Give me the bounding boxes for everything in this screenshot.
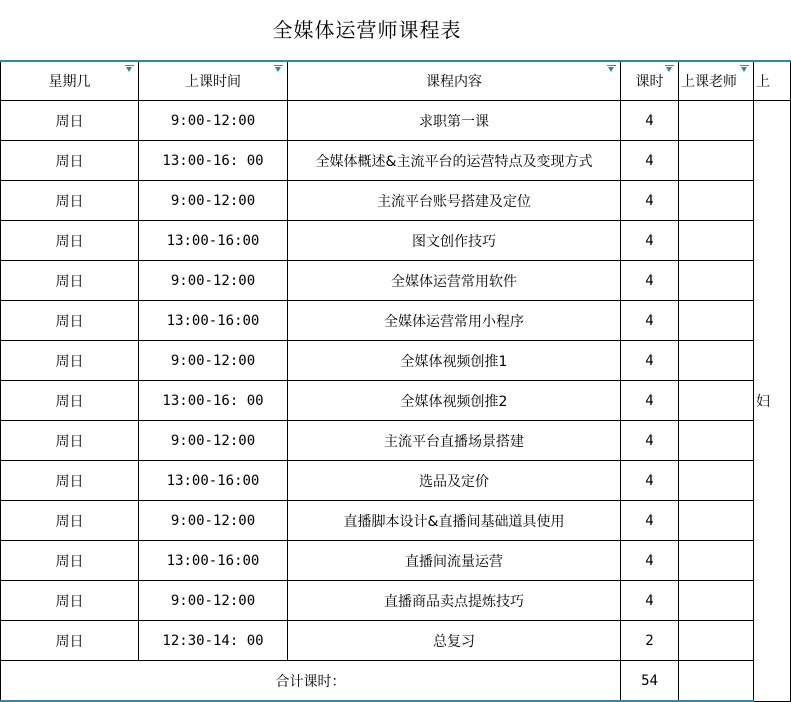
table-row [1, 181, 791, 221]
time-cell[interactable]: 13:00-16:00 [139, 301, 288, 341]
header-row [1, 61, 791, 101]
time-cell[interactable]: 9:00-12:00 [139, 261, 288, 301]
hours-cell[interactable]: 4 [621, 541, 679, 581]
weekday-cell[interactable]: 周日 [1, 261, 139, 301]
side-note-cell[interactable]: 妇 [754, 101, 791, 702]
table-row [1, 501, 791, 541]
filter-icon[interactable] [607, 65, 616, 73]
hours-cell[interactable]: 4 [621, 261, 679, 301]
header-teacher-label: 上课老师 [681, 74, 737, 90]
filter-icon[interactable] [740, 65, 749, 73]
table-row [1, 101, 791, 141]
content-cell[interactable]: 直播商品卖点提炼技巧 [288, 581, 621, 621]
time-cell[interactable]: 9:00-12:00 [139, 341, 288, 381]
total-label: 合计课时： [1, 661, 621, 702]
time-cell[interactable]: 13:00-16:00 [139, 461, 288, 501]
header-extra[interactable] [754, 61, 791, 101]
hours-cell[interactable]: 4 [621, 381, 679, 421]
time-cell[interactable]: 9:00-12:00 [139, 101, 288, 141]
schedule-body [1, 61, 791, 701]
hours-cell[interactable]: 4 [621, 221, 679, 261]
time-cell[interactable]: 13:00-16:00 [139, 541, 288, 581]
filter-icon[interactable] [665, 65, 674, 73]
filter-icon[interactable] [274, 65, 283, 73]
time-cell[interactable]: 13:00-16: 00 [139, 141, 288, 181]
table-row [1, 141, 791, 181]
teacher-cell[interactable] [679, 381, 754, 421]
hours-cell[interactable]: 2 [621, 621, 679, 661]
weekday-cell[interactable]: 周日 [1, 621, 139, 661]
teacher-cell[interactable] [679, 261, 754, 301]
weekday-cell[interactable]: 周日 [1, 301, 139, 341]
weekday-cell[interactable]: 周日 [1, 381, 139, 421]
header-extra-label: 上 [756, 74, 770, 90]
content-cell[interactable]: 主流平台账号搭建及定位 [288, 181, 621, 221]
header-teacher[interactable] [679, 61, 754, 101]
weekday-cell[interactable]: 周日 [1, 501, 139, 541]
weekday-cell[interactable]: 周日 [1, 141, 139, 181]
content-cell[interactable]: 全媒体视频创推1 [288, 341, 621, 381]
teacher-cell[interactable] [679, 621, 754, 661]
time-cell[interactable]: 13:00-16:00 [139, 221, 288, 261]
header-content-label: 课程内容 [426, 74, 482, 90]
table-row [1, 301, 791, 341]
hours-cell[interactable]: 4 [621, 581, 679, 621]
weekday-cell[interactable]: 周日 [1, 101, 139, 141]
hours-cell[interactable]: 4 [621, 341, 679, 381]
weekday-cell[interactable]: 周日 [1, 181, 139, 221]
weekday-cell[interactable]: 周日 [1, 541, 139, 581]
teacher-cell[interactable] [679, 181, 754, 221]
content-cell[interactable]: 直播脚本设计&直播间基础道具使用 [288, 501, 621, 541]
weekday-cell[interactable]: 周日 [1, 221, 139, 261]
table-row [1, 341, 791, 381]
teacher-cell[interactable] [679, 221, 754, 261]
content-cell[interactable]: 全媒体概述&主流平台的运营特点及变现方式 [288, 141, 621, 181]
weekday-cell[interactable]: 周日 [1, 421, 139, 461]
hours-cell[interactable]: 4 [621, 181, 679, 221]
content-cell[interactable]: 全媒体视频创推2 [288, 381, 621, 421]
table-row [1, 541, 791, 581]
time-cell[interactable]: 12:30-14: 00 [139, 621, 288, 661]
teacher-cell[interactable] [679, 421, 754, 461]
table-row [1, 421, 791, 461]
filter-icon[interactable] [125, 65, 134, 73]
teacher-cell[interactable] [679, 461, 754, 501]
hours-cell[interactable]: 4 [621, 101, 679, 141]
time-cell[interactable]: 9:00-12:00 [139, 581, 288, 621]
page-title: 全媒体运营师课程表 [272, 18, 462, 42]
teacher-cell[interactable] [679, 581, 754, 621]
hours-cell[interactable]: 4 [621, 501, 679, 541]
table-row [1, 461, 791, 501]
teacher-cell[interactable] [679, 501, 754, 541]
hours-cell[interactable]: 4 [621, 141, 679, 181]
time-cell[interactable]: 9:00-12:00 [139, 181, 288, 221]
header-time[interactable] [139, 61, 288, 101]
content-cell[interactable]: 全媒体运营常用小程序 [288, 301, 621, 341]
total-row [1, 661, 791, 702]
teacher-cell[interactable] [679, 301, 754, 341]
teacher-cell[interactable] [679, 141, 754, 181]
content-cell[interactable]: 选品及定价 [288, 461, 621, 501]
total-teacher-cell[interactable] [679, 661, 754, 702]
content-cell[interactable]: 求职第一课 [288, 101, 621, 141]
header-weekday-label: 星期几 [48, 74, 91, 90]
total-hours: 54 [621, 661, 679, 702]
content-cell[interactable]: 图文创作技巧 [288, 221, 621, 261]
hours-cell[interactable]: 4 [621, 301, 679, 341]
time-cell[interactable]: 9:00-12:00 [139, 421, 288, 461]
table-row [1, 221, 791, 261]
time-cell[interactable]: 13:00-16: 00 [139, 381, 288, 421]
teacher-cell[interactable] [679, 101, 754, 141]
weekday-cell[interactable]: 周日 [1, 581, 139, 621]
table-row [1, 621, 791, 661]
header-hours[interactable] [621, 61, 679, 101]
weekday-cell[interactable]: 周日 [1, 461, 139, 501]
teacher-cell[interactable] [679, 541, 754, 581]
table-row [1, 381, 791, 421]
content-cell[interactable]: 总复习 [288, 621, 621, 661]
header-content[interactable] [288, 61, 621, 101]
schedule-table [0, 60, 791, 702]
content-cell[interactable]: 全媒体运营常用软件 [288, 261, 621, 301]
content-cell[interactable]: 直播间流量运营 [288, 541, 621, 581]
header-weekday[interactable] [1, 61, 139, 101]
hours-cell[interactable]: 4 [621, 421, 679, 461]
hours-cell[interactable]: 4 [621, 461, 679, 501]
weekday-cell[interactable]: 周日 [1, 341, 139, 381]
content-cell[interactable]: 主流平台直播场景搭建 [288, 421, 621, 461]
teacher-cell[interactable] [679, 341, 754, 381]
header-time-label: 上课时间 [185, 74, 241, 90]
time-cell[interactable]: 9:00-12:00 [139, 501, 288, 541]
table-row [1, 261, 791, 301]
header-hours-label: 课时 [635, 74, 664, 90]
table-row [1, 581, 791, 621]
